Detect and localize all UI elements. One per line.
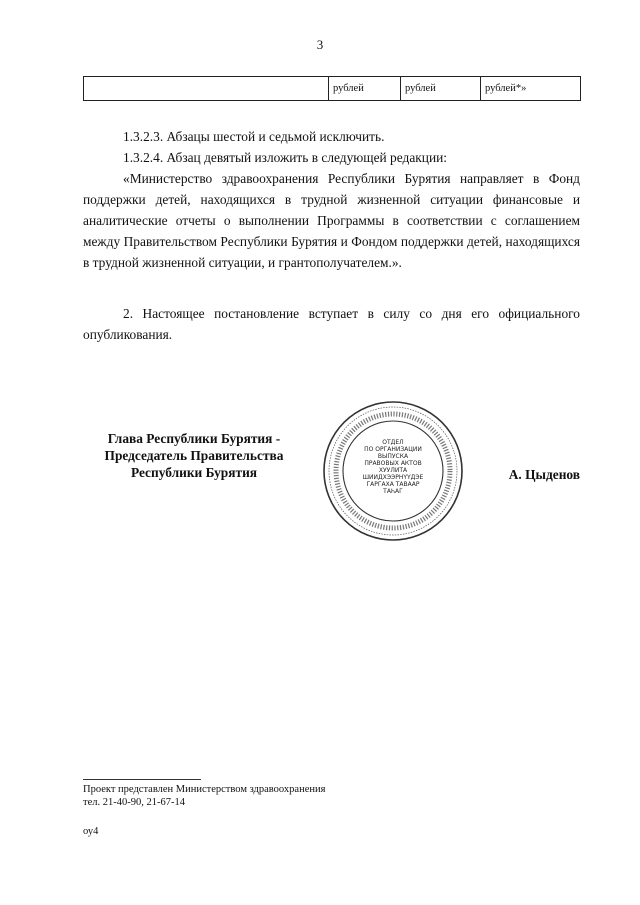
table-fragment [83, 76, 581, 101]
stamp-line: ПО ОРГАНИЗАЦИИ [364, 446, 422, 453]
paragraph-text: 1.3.2.3. Абзацы шестой и седьмой исключить. [123, 129, 385, 144]
stamp-line: ПРАВОВЫХ АКТОВ [364, 460, 422, 467]
signatory-title-line: Республики Бурятия [130, 465, 258, 480]
table-row [84, 77, 581, 101]
signatory-title [83, 430, 305, 481]
footnote-line: тел. 21-40-90, 21-67-14 [83, 797, 185, 808]
paragraph-text: «Министерство здравоохранения Республики Бурятия направляет в Фонд поддержки детей, находящихся в трудной жизненной ситуации финансовые и аналитические отчеты о выполнении Программы в соответствии с соглашением между Правительством Республики Бурятия и Фондом поддержки детей, находящихся в трудной жизненной ситуации, и грантополучателем.». [83, 171, 580, 270]
signatory-title-line: Председатель Правительства [104, 448, 284, 463]
footnote [83, 783, 325, 809]
footnote-divider [83, 779, 201, 780]
footnote-line: Проект представлен Министерством здравоохранения [83, 784, 326, 795]
table-cell: рублей [401, 77, 481, 101]
table-cell: рублей*» [481, 77, 581, 101]
paragraph-text: 1.3.2.4. Абзац девятый изложить в следующей редакции: [123, 150, 448, 165]
document-code: оу4 [83, 826, 99, 837]
stamp-line: ТАҺАГ [383, 488, 403, 495]
table-cell [84, 77, 329, 101]
stamp-line: ОТДЕЛ [382, 439, 404, 446]
stamp-line: ШИИДХЭЭРНҮҮДЭЕ [362, 474, 424, 481]
official-stamp [322, 400, 464, 542]
paragraph-2 [83, 147, 580, 168]
paragraph-1 [83, 126, 580, 147]
stamp-line: ВЫПУСКА [377, 453, 409, 460]
table-cell: рублей [329, 77, 401, 101]
stamp-line: ХУУЛИТА [378, 467, 408, 474]
paragraph-4 [83, 303, 580, 345]
stamp-line: ГАРГАХА ТАВААР [366, 481, 420, 488]
paragraph-3 [83, 168, 580, 273]
paragraph-text: 2. Настоящее постановление вступает в силу со дня его официального опубликования. [83, 306, 580, 342]
page-number: 3 [316, 37, 324, 52]
signatory-title-line: Глава Республики Бурятия - [107, 431, 281, 446]
signatory-name: А. Цыденов [508, 467, 580, 482]
